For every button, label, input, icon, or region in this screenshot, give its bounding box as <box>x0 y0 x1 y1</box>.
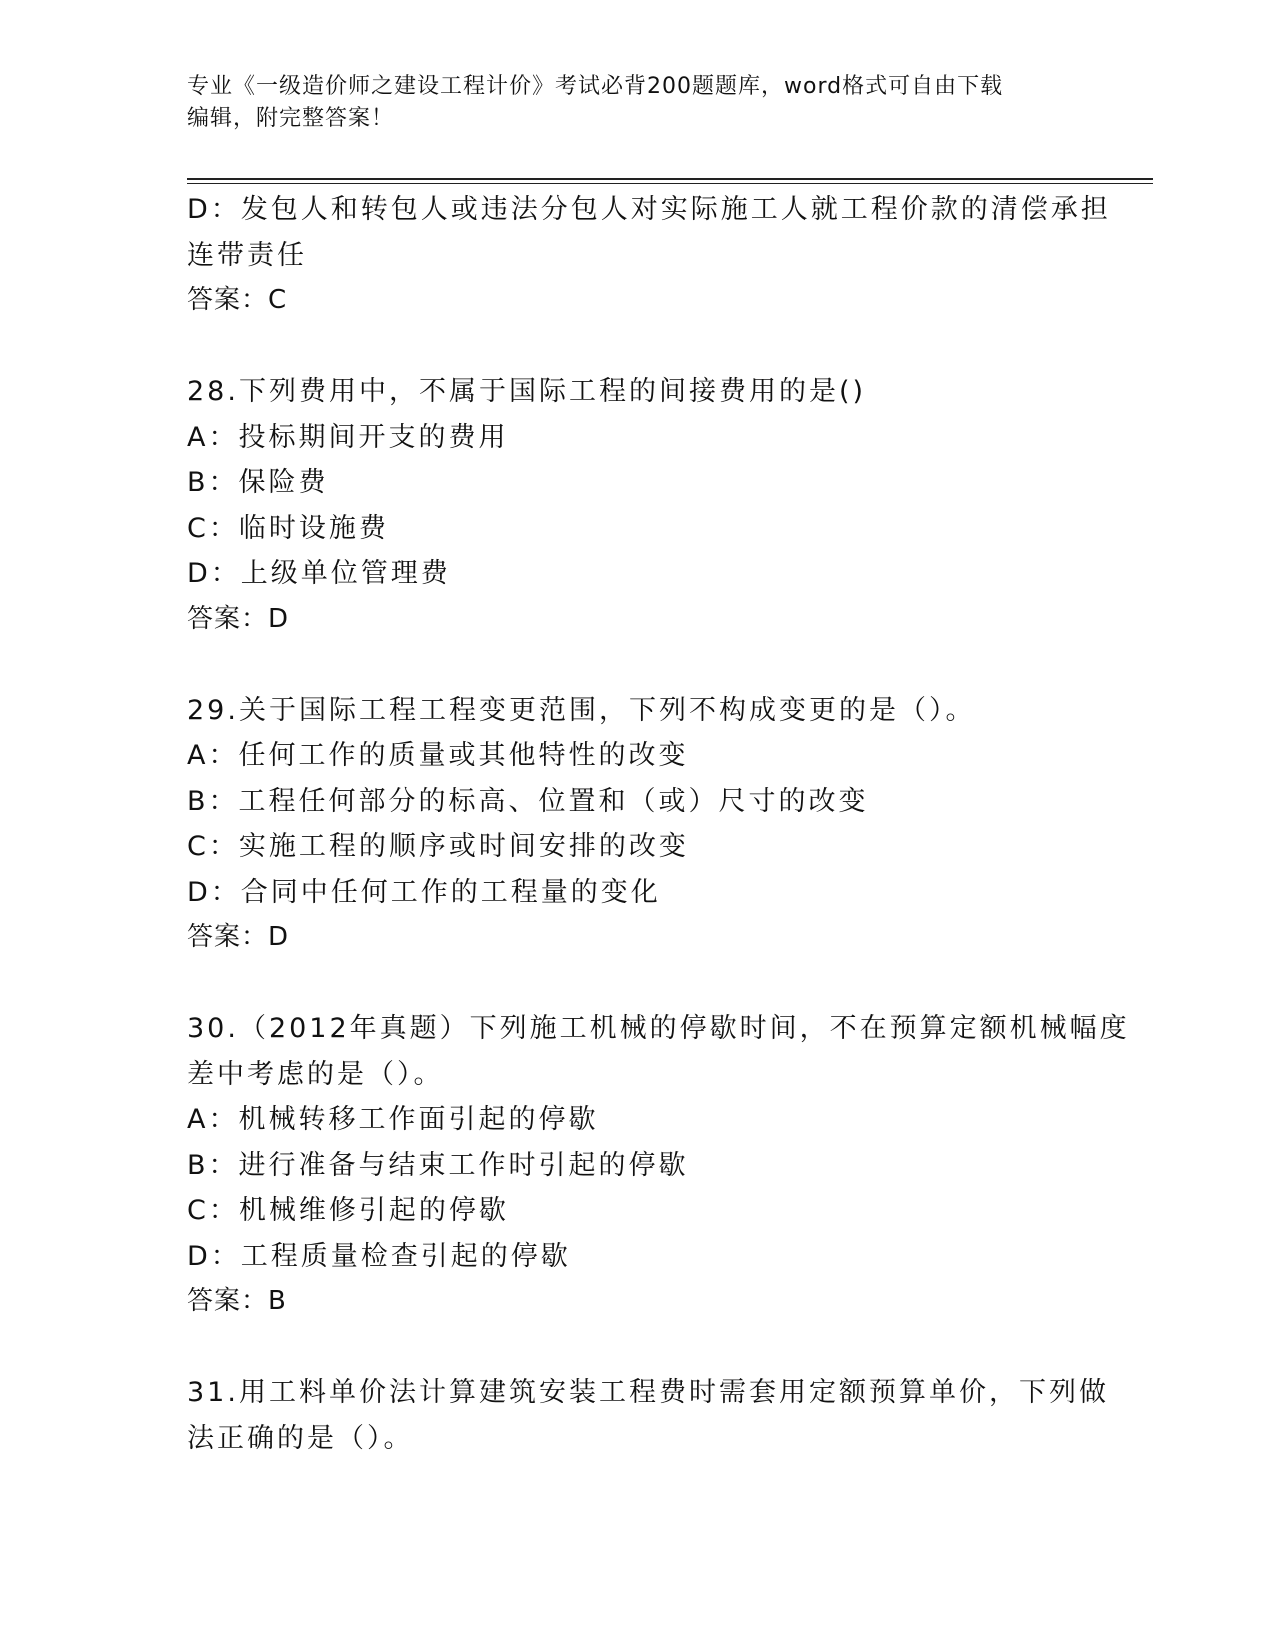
spacer <box>187 642 1087 688</box>
question-text-continued: 法正确的是（）。 <box>187 1422 414 1454</box>
question-text: 31.用工料单价法计算建筑安装工程费时需套用定额预算单价，下列做 <box>187 1377 1109 1408</box>
question-30 <box>187 1006 1130 1325</box>
option-b: B：保险费 <box>187 467 329 498</box>
question-28 <box>187 369 1087 642</box>
answer: 答案：D <box>187 922 290 952</box>
option-c: C：临时设施费 <box>187 512 389 544</box>
option-d: D：发包人和转包人或违法分包人对实际施工人就工程价款的清偿承担 <box>187 194 1111 225</box>
spacer <box>187 324 1087 370</box>
answer: 答案：B <box>187 1286 287 1316</box>
question-text: 30.（2012年真题）下列施工机械的停歇时间，不在预算定额机械幅度 <box>187 1013 1130 1044</box>
option-c: C：机械维修引起的停歇 <box>187 1195 509 1226</box>
header-rule-thick <box>187 178 1153 180</box>
option-d: D：上级单位管理费 <box>187 558 451 589</box>
option-b: B：进行准备与结束工作时引起的停歇 <box>187 1149 689 1181</box>
question-text: 28.下列费用中，不属于国际工程的间接费用的是() <box>187 376 867 407</box>
option-a: A：任何工作的质量或其他特性的改变 <box>187 740 689 771</box>
spacer <box>187 961 1087 1007</box>
question-list <box>187 187 1130 1461</box>
option-d-continued: 连带责任 <box>187 239 307 271</box>
question-31 <box>187 1370 1109 1461</box>
answer: 答案：D <box>187 603 290 634</box>
question-27-tail <box>187 187 1111 324</box>
question-29 <box>187 688 1087 961</box>
question-text: 29.关于国际工程工程变更范围，下列不构成变更的是（）。 <box>187 694 976 726</box>
option-c: C：实施工程的顺序或时间安排的改变 <box>187 831 689 862</box>
header-line-1: 专业《一级造价师之建设工程计价》考试必背200题题库，word格式可自由下载 <box>187 74 1004 99</box>
option-d: D：工程质量检查引起的停歇 <box>187 1240 571 1272</box>
option-a: A：投标期间开支的费用 <box>187 421 509 453</box>
option-a: A：机械转移工作面引起的停歇 <box>187 1104 599 1135</box>
page-header <box>187 71 1087 135</box>
header-rule-thin <box>187 183 1153 184</box>
answer: 答案：C <box>187 285 288 315</box>
option-b: B：工程任何部分的标高、位置和（或）尺寸的改变 <box>187 785 869 817</box>
header-line-2: 编辑，附完整答案！ <box>187 106 395 131</box>
question-text-continued: 差中考虑的是（）。 <box>187 1058 444 1090</box>
option-d: D：合同中任何工作的工程量的变化 <box>187 876 661 908</box>
spacer <box>187 1325 1087 1371</box>
